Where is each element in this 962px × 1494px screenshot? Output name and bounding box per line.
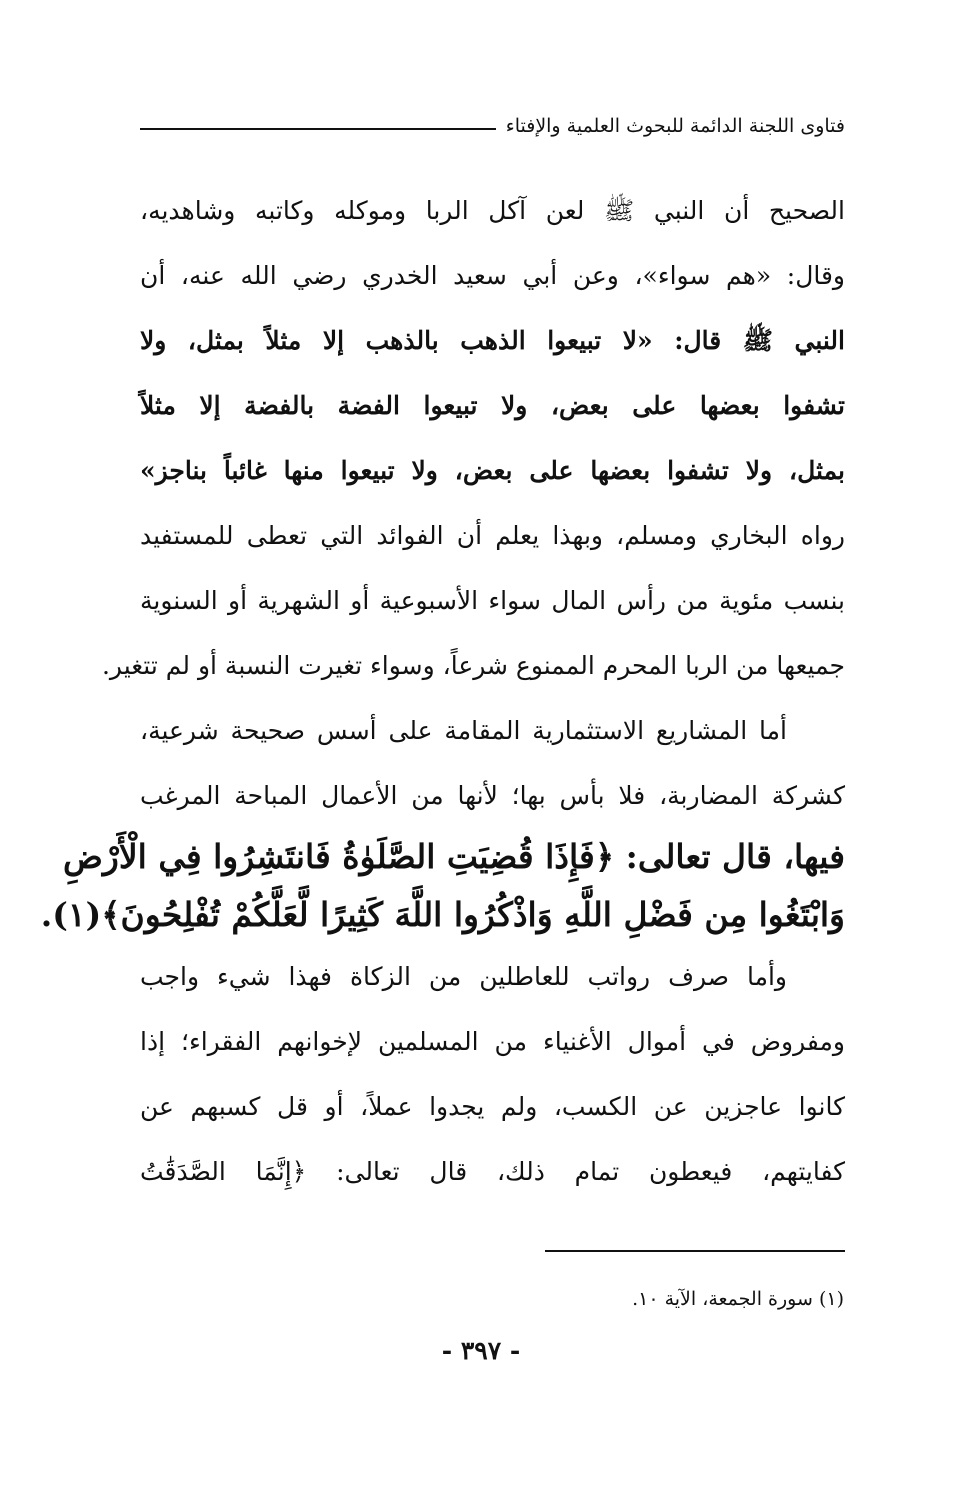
text-line: رواه البخاري ومسلم، وبهذا يعلم أن الفوائد التي تعطى للمستفيد [140,521,845,550]
footnote: (١) سورة الجمعة، الآية ١٠. [632,1288,844,1310]
body-text [40,178,845,1204]
text-line: كشركة المضاربة، فلا بأس بها؛ لأنها من الأعمال المباحة المرغب [140,781,845,810]
hadith-line: بمثل، ولا تشفوا بعضها على بعض، ولا تبيعوا منها غائباً بناجز» [140,456,845,485]
hadith-line: النبي ﷺ قال: «لا تبيعوا الذهب بالذهب إلا مثلاً بمثل، ولا [140,326,845,355]
footnote-separator [545,1250,845,1252]
quran-verse-line: وَابْتَغُوا مِن فَضْلِ اللَّهِ وَاذْكُرُوا اللَّهَ كَثِيرًا لَّعَلَّكُمْ تُفْلِحُونَ﴾(١). [40,895,845,934]
paragraph-start-line: وأما صرف رواتب للعاطلين من الزكاة فهذا شيء واجب [140,962,787,991]
text-line: الصحيح أن النبي ﷺ لعن آكل الربا وموكله وكاتبه وشاهديه، [140,196,845,225]
header-title: فتاوى اللجنة الدائمة للبحوث العلمية والإفتاء [505,115,845,137]
header-rule [140,128,496,130]
running-header [140,112,845,140]
text-line: جميعها من الربا المحرم الممنوع شرعاً، وسواء تغيرت النسبة أو لم تتغير. [101,651,845,680]
text-line: كفايتهم، فيعطون تمام ذلك، قال تعالى: ﴿إِنَّمَا الصَّدَقَٰتُ [140,1157,845,1186]
text-line: وقال: «هم سواء»، وعن أبي سعيد الخدري رضي الله عنه، أن [140,261,845,290]
page-number: - ٣٩٧ - [441,1336,521,1365]
hadith-line: تشفوا بعضها على بعض، ولا تبيعوا الفضة بالفضة إلا مثلاً [140,391,845,420]
text-line: بنسب مئوية من رأس المال سواء الأسبوعية أو الشهرية أو السنوية [140,586,845,615]
text-line: كانوا عاجزين عن الكسب، ولم يجدوا عملاً، أو قل كسبهم عن [140,1092,845,1121]
text-line: ومفروض في أموال الأغنياء من المسلمين لإخوانهم الفقراء؛ إذا [140,1027,845,1056]
quran-verse-line: فيها، قال تعالى: ﴿فَإِذَا قُضِيَتِ الصَّلَوٰةُ فَانتَشِرُوا فِي الْأَرْضِ [63,837,845,876]
paragraph-start-line: أما المشاريع الاستثمارية المقامة على أسس صحيحة شرعية، [140,716,787,745]
